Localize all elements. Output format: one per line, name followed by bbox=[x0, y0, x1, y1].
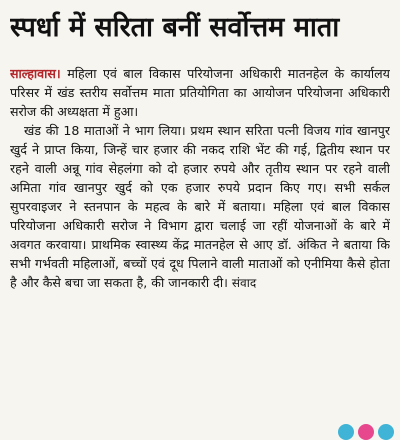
article-body bbox=[10, 64, 390, 400]
headline: स्पर्धा में सरिता बनीं सर्वोत्तम माता bbox=[10, 12, 340, 43]
pink-dot-icon bbox=[358, 424, 374, 440]
paragraph-1-text: महिला एवं बाल विकास परियोजना अधिकारी मातनहेल के कार्यालय परिसर में खंड स्तरीय सर्वोत्तम माता प्रतियोगिता का आयोजन परियोजना अधिकारी सरोज की अध्यक्षता में हुआ। bbox=[10, 66, 390, 119]
decorative-dots bbox=[334, 422, 390, 440]
byline-credit: संवाद bbox=[231, 276, 257, 290]
blue-dot-icon bbox=[378, 424, 394, 440]
paragraph-2 bbox=[10, 121, 390, 293]
paragraph-1 bbox=[10, 64, 390, 121]
blue-dot-icon bbox=[338, 424, 354, 440]
paragraph-2-text: खंड की 18 माताओं ने भाग लिया। प्रथम स्थान सरिता पत्नी विजय गांव खानपुर खुर्द ने प्राप्त किया, जिन्हें चार हजार की नकद राशि भेंट की गई, द्वितीय स्थान पर रहने वाली अन्नू गांव सेहलंगा को दो हजार रुपये और तृतीय स्थान पर रहने वाली अमिता गांव खानपुर खुर्द को एक हजार रुपये प्रदान किए गए। सभी सर्कल सुपरवाइजर ने स्तनपान के महत्व के बारे में बताया। महिला एवं बाल विकास परियोजना अधिकारी सरोज ने विभाग द्वारा चलाई जा रहीं योजनाओं के बारे में अवगत करवाया। प्राथमिक स्वास्थ्य केंद्र मातनहेल से आए डॉ. अंकित ने बताया कि सभी गर्भवती महिलाओं, बच्चों एवं दूध पिलाने वाली माताओं को एनीमिया कैसे होता है और कैसे बचा जा सकता है, की जानकारी दी। bbox=[10, 123, 390, 290]
dateline: साल्हावास। bbox=[10, 66, 61, 81]
